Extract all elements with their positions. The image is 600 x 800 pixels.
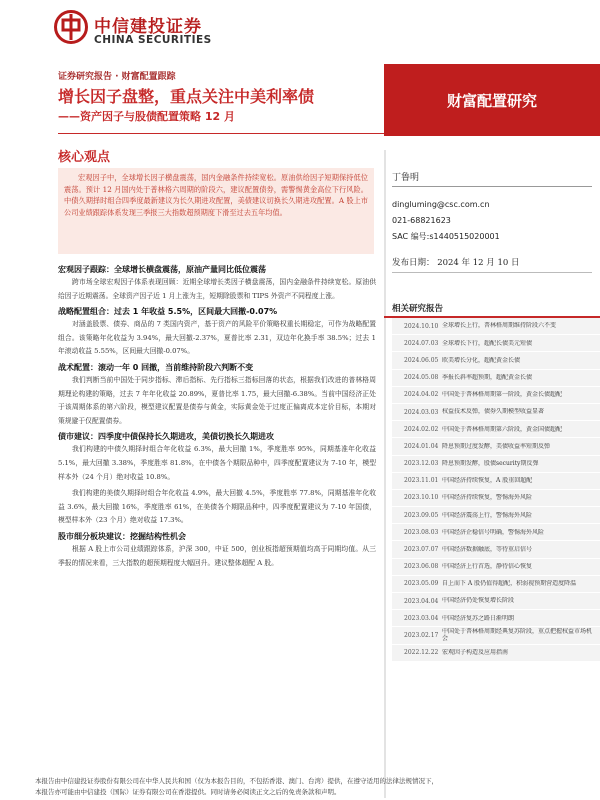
report-subtitle: ——资产因子与股债配置策略 12 月 [58,110,235,123]
report-title: 增长因子盘整，重点关注中美利率债 [58,87,315,106]
related-report-date: 2023.06.08 [404,563,439,571]
related-report-date: 2023.04.04 [404,597,439,605]
category-banner: 财富配置研究 [384,64,600,136]
related-report-title: 欧美增长分化，超配黄金长债 [442,356,521,364]
related-report-title: 季报长斜率超预期，超配黄金长债 [442,374,533,382]
related-report-item[interactable] [392,610,600,626]
related-report-date: 2024.03.03 [404,408,439,416]
related-reports-heading: 相关研究报告 [392,304,444,314]
related-report-item[interactable] [392,541,600,557]
related-report-item[interactable] [392,335,600,351]
core-summary: 宏观因子中，全球增长因子横盘震荡，国内金融条件持续宽松。原油供给因子短期保持低位震荡。预计 12 月国内处于普林格六周期的阶段六，建议配置债券，需警惕黄金高位下行风险。中债久期择时组合四季度最新建议为长久期进攻配置，美债建议切换长久期进攻配置。A 股上市公司业绩跟踪体系发现三季报三大指数超预期度下滑至过去五年均值。 [58,168,374,254]
related-report-title: 中国经济震荡上行，警惕海外风险 [442,511,533,519]
analyst-info [392,170,592,245]
section-paragraph: 对涵盖股票、债券、商品的 7 类国内资产，基于资产的风险平价策略权重长期稳定，可作为战略配置组合。该策略年化收益为 3.94%，最大回撤-2.37%，夏普比率 2.31，双边年化换手率 38.5%；过去 1 年滚动收益 5.55%，区间最大回撤-0.07%。 [58,320,376,356]
section-strategic [58,306,376,359]
related-report-item[interactable] [392,576,600,592]
related-report-date: 2022.12.22 [404,649,439,657]
related-report-title: 中国经济企稳信号明确，警惕海外风险 [442,528,545,536]
logo-chinese: 中信建投证券 [94,17,202,37]
related-report-title: 中国处于普林格周期第一阶段，黄金长债超配 [442,391,563,399]
related-report-item[interactable] [392,559,600,575]
related-report-title: 宏观因子构造及应用指南 [442,649,509,657]
related-report-title: 中国处于普林格周期经典复苏阶段，重点把握权益市场机会 [442,628,593,643]
analyst-name: 丁鲁明 [392,173,420,183]
related-report-date: 2024.05.08 [404,374,439,382]
related-report-item[interactable] [392,645,600,661]
section-paragraph: 我们判断当前中国处于同步指标、滞后指标、先行指标三指标回落的状态，根据我们改进的普林格周期理论构建的策略，过去 7 年年化收益 20.89%，夏普比率 1.75，最大回撤-6.38%。当前中国经济正处于该周期体系的第六阶段，模型建议配置是债券与黄金，实际黄金处于过度正偏离成本定价目标，本期对策规避于仅配置债券。 [58,375,376,425]
related-report-date: 2024.04.02 [404,391,439,399]
related-report-item[interactable] [392,507,600,523]
section-paragraph: 我们构建的美债久期择时组合年化收益 4.9%，最大回撤 4.5%，季度胜率 77.8%，同期基准年化收益 3.6%，最大回撤 16%，季度胜率 61%，在美债各个期限品种中，四季度配置建议为 7-10 年国债，模型样本外（23 个月）绝对收益 17.3%。 [58,489,376,525]
related-report-title: 中国经济持续恢复，A 股重回超配 [442,477,533,485]
related-report-item[interactable] [392,473,600,489]
report-type: 证券研究报告 · 财富配置跟踪 [58,72,176,82]
section-equity [58,531,376,570]
related-report-date: 2023.12.03 [404,460,439,468]
main-body [58,262,376,573]
related-report-date: 2023.11.01 [404,477,439,485]
related-report-date: 2023.10.10 [404,494,439,502]
title-divider [58,133,384,134]
related-report-item[interactable] [392,456,600,472]
logo-english: CHINA SECURITIES [94,34,212,46]
related-report-title: 权益技术反弹，债券久期模型收益显著 [442,408,545,416]
analyst-divider [392,186,592,187]
section-heading: 战略配置组合：过去 1 年收益 5.5%，区间最大回撤-0.07% [58,307,278,317]
section-macro [58,264,376,303]
related-report-title: 全球增长上行，普林格周期维持阶段六不变 [442,322,557,330]
related-report-title: 降息预期发酵，股债security期反弹 [442,459,539,467]
related-report-item[interactable] [392,370,600,386]
sidebar-divider [384,150,386,798]
related-report-date: 2023.08.03 [404,528,439,536]
section-tactical [58,362,376,428]
related-report-item[interactable] [392,421,600,437]
related-report-item[interactable] [392,438,600,454]
related-report-item[interactable] [392,627,600,643]
section-paragraph: 我们构建的中债久期择时组合年化收益 6.3%，最大回撤 1%，季度胜率 95%，同期基准年化收益 5.1%，最大回撤 3.38%，季度胜率 81.8%，在中债各个期限品种中，四季度配置建议为 7-10 年，模型样本外（24 个月）绝对收益 10.8%。 [58,445,376,481]
related-report-date: 2023.09.05 [404,511,439,519]
section-heading: 股市细分板块建议：挖掘结构性机会 [58,531,186,541]
related-report-title: 中国经济持续恢复，警惕海外风险 [442,494,533,502]
section-paragraph: 跨市场全球宏观因子体系表现回顾：近期全球增长类因子横盘震荡，国内金融条件持续宽松。原油供给因子近期震荡。全球资产因子近 1 月上涨为主，短期除股票和 TIPS 外资产不同程度上涨。 [58,278,376,300]
related-report-title: 中国处于普林格周期第六阶段，黄金国债超配 [442,425,563,433]
disclaimer-line: 本报告亦可能由中信建投（国际）证券有限公司在香港提供。同时请务必阅读正文之后的免责条款和声明。 [35,787,341,796]
disclaimer-footer [35,776,595,797]
related-report-item[interactable] [392,593,600,609]
section-heading: 战术配置：滚动一年 0 回撤，当前维持阶段六判断不变 [58,362,254,372]
publish-divider [392,272,592,273]
related-report-date: 2024.06.05 [404,356,439,364]
company-logo [54,8,254,52]
related-report-date: 2023.07.07 [404,546,439,554]
related-report-date: 2024.02.02 [404,425,439,433]
related-report-date: 2023.05.09 [404,580,439,588]
related-report-item[interactable] [392,387,600,403]
section-bonds [58,431,376,528]
related-report-title: 全球增长下行，超配长债美元短债 [442,339,533,347]
core-views-heading: 核心观点 [58,150,111,165]
related-report-title: 中国经济上行首选，静待信心恢复 [442,563,533,571]
related-report-title: 降息预期过度发酵，美债收益率短期反弹 [442,442,551,450]
related-report-title: 中国经济复苏之路日渐明朗 [442,614,515,622]
related-report-date: 2023.03.04 [404,614,439,622]
related-report-date: 2024.01.04 [404,442,439,450]
analyst-phone: 021-68821623 [392,216,451,225]
related-report-title: 中国经济数据触底，等待重启信号 [442,545,533,553]
publish-date: 发布日期： 2024 年 12 月 10 日 [392,258,520,268]
related-report-item[interactable] [392,352,600,368]
analyst-sac: SAC 编号:s1440515020001 [392,232,500,241]
related-report-item[interactable] [392,524,600,540]
related-report-date: 2024.07.03 [404,339,439,347]
section-heading: 宏观因子跟踪：全球增长横盘震荡，原油产量同比低位震荡 [58,265,266,274]
related-report-date: 2023.02.17 [404,631,439,639]
related-report-item[interactable] [392,318,600,334]
section-heading: 债市建议：四季度中债保持长久期进攻，美债切换长久期进攻 [58,432,274,442]
logo-mark-icon [54,10,88,44]
analyst-email[interactable]: dingluming@csc.com.cn [392,200,490,209]
related-report-item[interactable] [392,404,600,420]
disclaimer-line: 本报告由中信建投证券股份有限公司在中华人民共和国（仅为本报告目的，不包括香港、澳门、台湾）提供，在遵守适用的法律法规情况下， [35,777,438,785]
related-report-item[interactable] [392,490,600,506]
related-reports-list [392,318,600,662]
related-report-title: 自上而下 A 股仍值得超配，积弱视预期营造度降温 [442,580,577,588]
section-paragraph: 根据 A 股上市公司业绩跟踪体系，沪深 300，中证 500，创业板指超预期值均高于同期均值。从三季报的情况来看，三大指数的超预期程度大幅回升。建议整体超配 A 股。 [58,544,376,567]
related-report-title: 中国经济仍处恢复增长阶段 [442,597,515,605]
related-report-date: 2024.10.10 [404,322,439,330]
